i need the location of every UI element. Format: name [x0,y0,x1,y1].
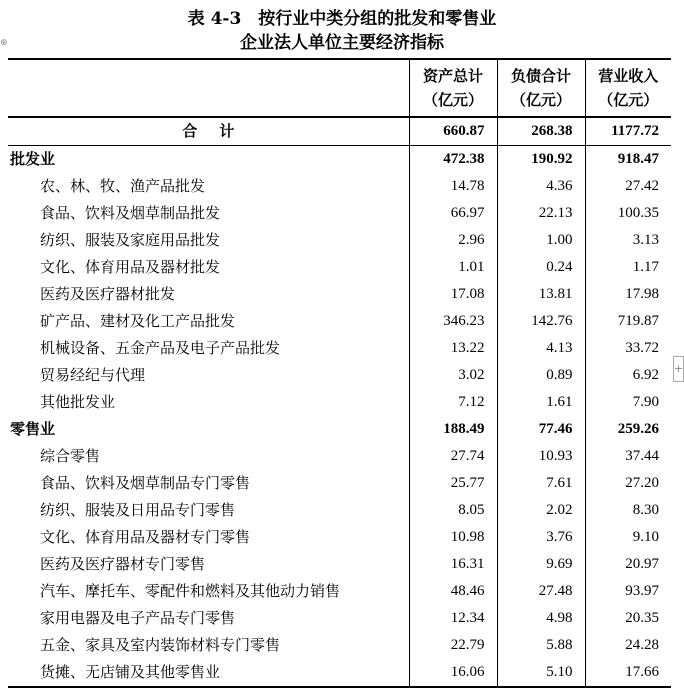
cell-assets: 16.31 [409,551,497,578]
cell-liabilities: 10.93 [497,443,585,470]
cell-revenue: 27.20 [585,470,671,497]
cell-revenue: 100.35 [585,200,671,227]
cell-assets: 188.49 [409,416,497,443]
cell-liabilities: 9.69 [497,551,585,578]
row-label: 综合零售 [40,447,101,465]
header-revenue: 营业收入 （亿元） [585,59,671,117]
table-row [8,470,671,497]
row-label: 贸易经纪与代理 [40,366,146,384]
row-label: 医药及医疗器材批发 [40,285,176,303]
header-blank [8,59,409,117]
cell-assets: 346.23 [409,308,497,335]
cell-assets: 2.96 [409,227,497,254]
table-row [8,632,671,659]
table-row [8,308,671,335]
cell-revenue: 17.66 [585,659,671,687]
table-row [8,578,671,605]
cell-liabilities: 5.88 [497,632,585,659]
cell-assets: 12.34 [409,605,497,632]
row-label: 食品、饮料及烟草制品批发 [40,204,221,222]
cell-liabilities: 0.89 [497,362,585,389]
cell-liabilities: 0.24 [497,254,585,281]
row-label: 汽车、摩托车、零配件和燃料及其他动力销售 [40,582,341,600]
cell-assets: 472.38 [409,146,497,174]
cell-assets: 17.08 [409,281,497,308]
cell-liabilities: 4.98 [497,605,585,632]
cell-revenue: 3.13 [585,227,671,254]
row-label: 合计 [8,117,409,146]
table-title-line1: 表 4-3 按行业中类分组的批发和零售业 [187,9,497,29]
row-label: 机械设备、五金产品及电子产品批发 [40,339,281,357]
table-row [8,605,671,632]
table-row [8,200,671,227]
table-row [8,335,671,362]
table-row [8,254,671,281]
table-row [8,497,671,524]
indicator-table [8,58,671,688]
cell-revenue: 27.42 [585,173,671,200]
cell-liabilities: 22.13 [497,200,585,227]
cell-liabilities: 4.13 [497,335,585,362]
cell-liabilities: 2.02 [497,497,585,524]
cell-liabilities: 1.00 [497,227,585,254]
row-label: 文化、体育用品及器材批发 [40,258,221,276]
row-label: 其他批发业 [40,393,116,411]
cell-assets: 27.74 [409,443,497,470]
row-label: 零售业 [10,420,56,438]
cell-revenue: 17.98 [585,281,671,308]
cell-revenue: 918.47 [585,146,671,174]
table-row [8,524,671,551]
cell-liabilities: 268.38 [497,117,585,146]
cell-revenue: 33.72 [585,335,671,362]
table-row [8,281,671,308]
cell-revenue: 6.92 [585,362,671,389]
cell-revenue: 719.87 [585,308,671,335]
cell-assets: 66.97 [409,200,497,227]
section-row-wholesale [8,146,671,174]
cell-assets: 16.06 [409,659,497,687]
cell-assets: 7.12 [409,389,497,416]
header-assets: 资产总计 （亿元） [409,59,497,117]
cell-liabilities: 13.81 [497,281,585,308]
row-label: 文化、体育用品及器材专门零售 [40,528,251,546]
cell-assets: 13.22 [409,335,497,362]
cell-assets: 22.79 [409,632,497,659]
cell-revenue: 20.97 [585,551,671,578]
cell-assets: 48.46 [409,578,497,605]
table-row [8,659,671,687]
row-label: 货摊、无店铺及其他零售业 [8,659,409,687]
total-row [8,117,671,146]
cell-revenue: 1.17 [585,254,671,281]
table-row [8,227,671,254]
cell-liabilities: 7.61 [497,470,585,497]
table-row [8,551,671,578]
cell-revenue: 24.28 [585,632,671,659]
cell-liabilities: 4.36 [497,173,585,200]
row-label: 纺织、服装及家庭用品批发 [40,231,221,249]
section-row-retail [8,416,671,443]
cell-revenue: 1177.72 [585,117,671,146]
cell-revenue: 9.10 [585,524,671,551]
move-handle-icon[interactable]: ⊕ [0,38,8,48]
cell-revenue: 20.35 [585,605,671,632]
cell-liabilities: 5.10 [497,659,585,687]
row-label: 医药及医疗器材专门零售 [40,555,206,573]
cell-assets: 660.87 [409,117,497,146]
cell-liabilities: 190.92 [497,146,585,174]
cell-liabilities: 3.76 [497,524,585,551]
cell-liabilities: 142.76 [497,308,585,335]
cell-revenue: 259.26 [585,416,671,443]
cell-assets: 25.77 [409,470,497,497]
cell-assets: 14.78 [409,173,497,200]
table-row [8,443,671,470]
cell-liabilities: 77.46 [497,416,585,443]
cell-assets: 10.98 [409,524,497,551]
cell-assets: 8.05 [409,497,497,524]
row-label: 纺织、服装及日用品专门零售 [40,501,236,519]
cell-revenue: 37.44 [585,443,671,470]
cell-revenue: 8.30 [585,497,671,524]
cell-assets: 1.01 [409,254,497,281]
resize-handle-icon[interactable]: + [673,356,684,382]
cell-liabilities: 1.61 [497,389,585,416]
table-title-line2: 企业法人单位主要经济指标 [240,33,444,53]
table-row [8,389,671,416]
row-label: 农、林、牧、渔产品批发 [40,177,206,195]
table-row [8,362,671,389]
row-label: 五金、家具及室内装饰材料专门零售 [40,636,281,654]
row-label: 矿产品、建材及化工产品批发 [40,312,236,330]
header-row [8,59,671,117]
cell-revenue: 93.97 [585,578,671,605]
cell-liabilities: 27.48 [497,578,585,605]
row-label: 批发业 [10,150,56,168]
header-liabilities: 负债合计 （亿元） [497,59,585,117]
cell-revenue: 7.90 [585,389,671,416]
row-label: 家用电器及电子产品专门零售 [40,609,236,627]
row-label: 食品、饮料及烟草制品专门零售 [40,474,251,492]
cell-assets: 3.02 [409,362,497,389]
table-row [8,173,671,200]
